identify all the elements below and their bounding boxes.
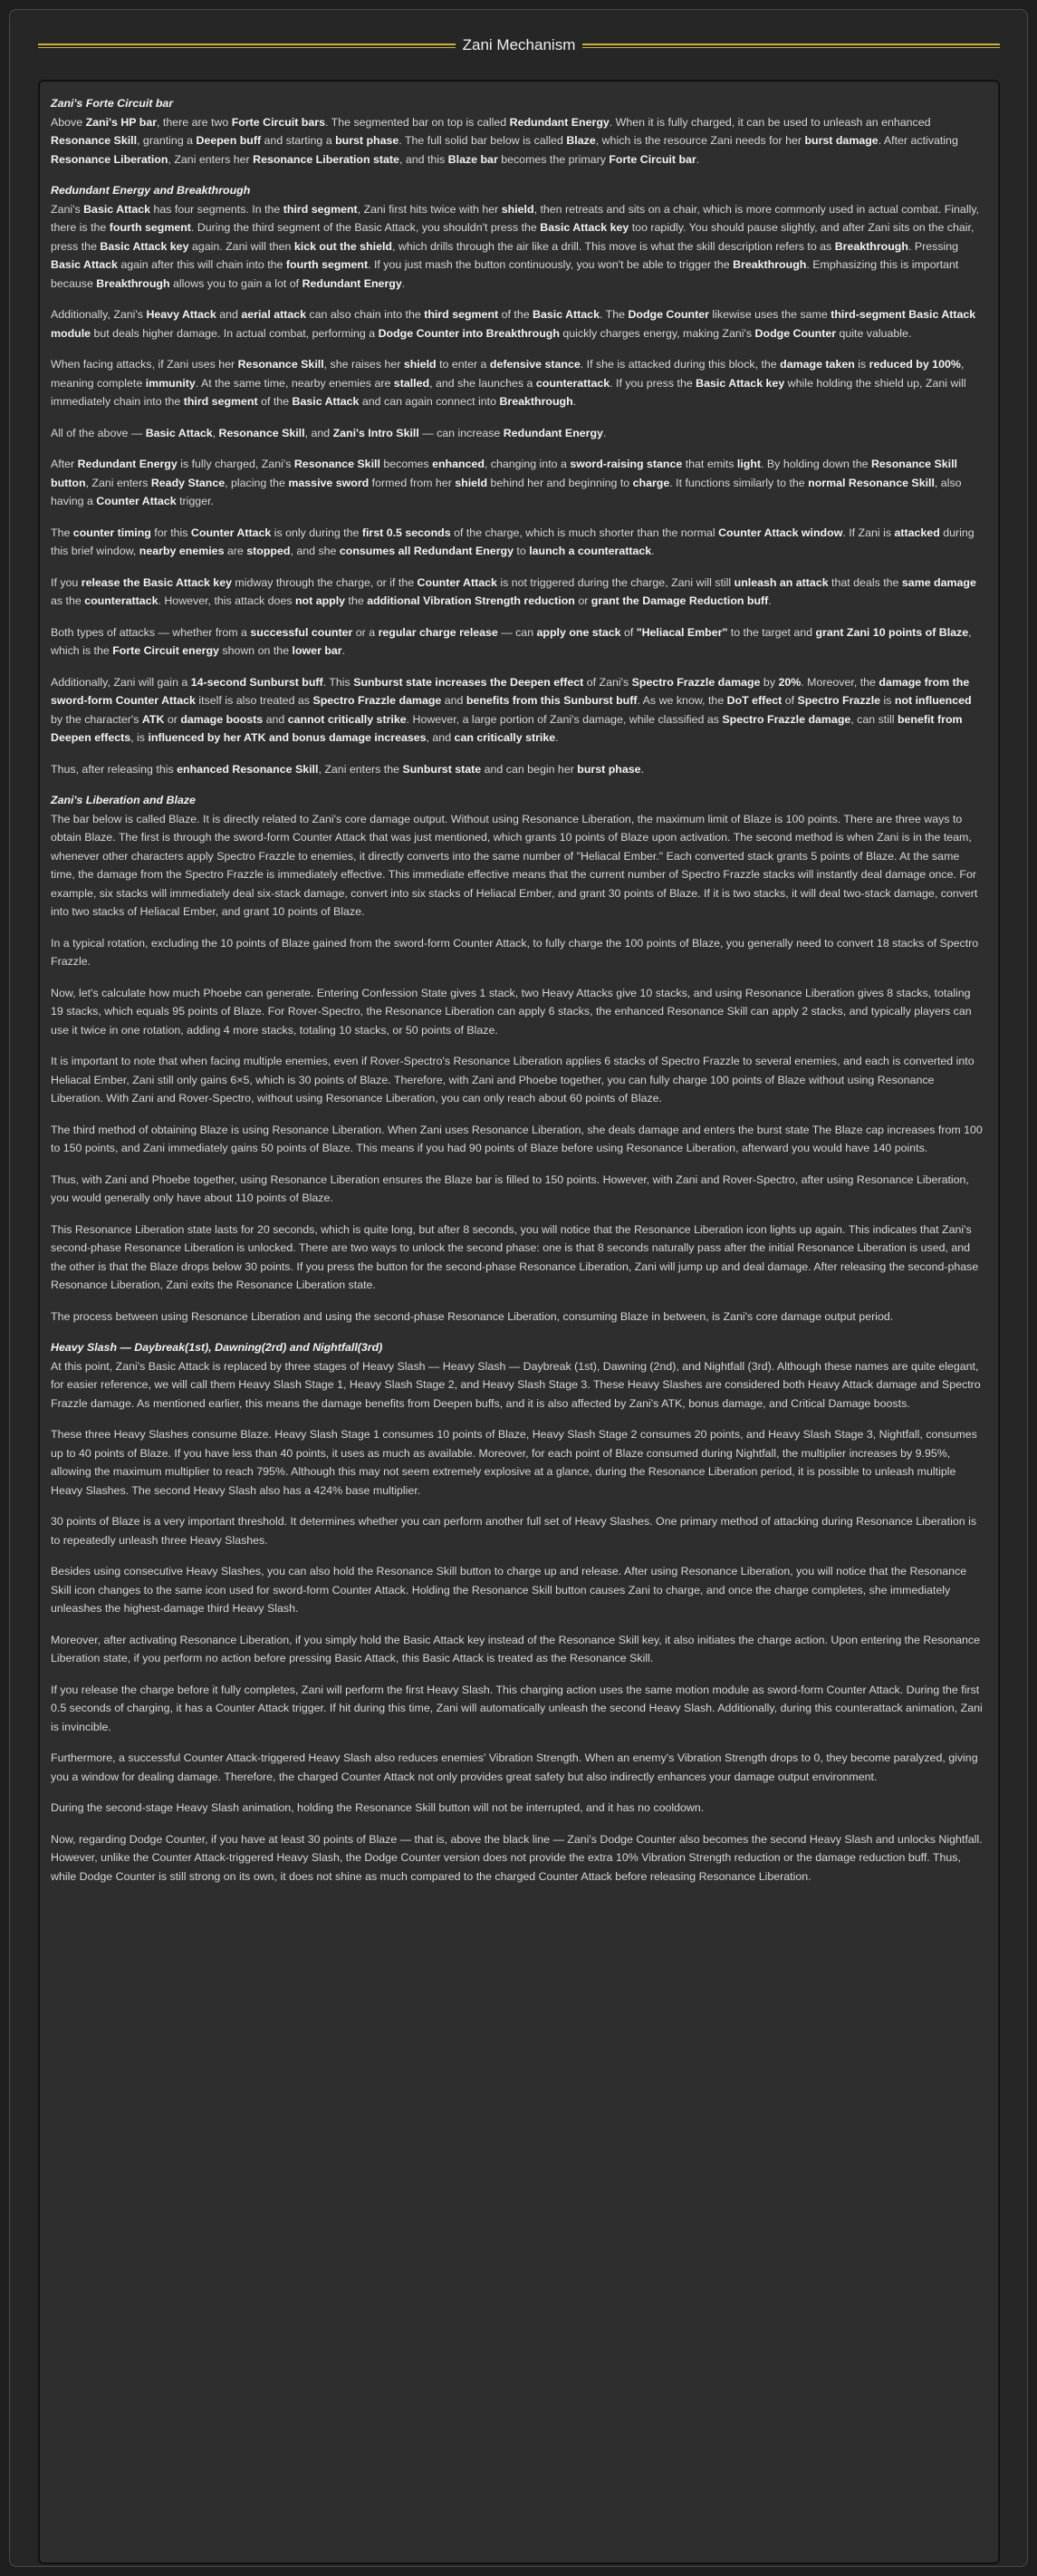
section-paragraph: The bar below is called Blaze. It is directly related to Zani's core damage output. Without using Resonance Liberation, the maximum limit of Blaze is 100 points. There are three ways to obtain Blaze. The first is through the sword-form Counter Attack that was just mentioned, which grants 10 points of Blaze upon activation. The second method is when Zani is in the team, whenever other characters apply Spectro Frazzle to enemies, it directly converts into the same number of "Heliacal Ember." Each converted stack grants 5 points of Blaze. At the same time, the damage from the Spectro Frazzle is immediately effective. This immediate effective means that the current number of Spectro Frazzle stacks will instantly deal damage once. For example, six stacks will immediately deal six-stack damage, convert into six stacks of Heliacal Ember, and grant 30 points of Blaze. If it is two stacks, it will deal two-stack damage, convert into two stacks of Heliacal Ember, and grant 10 points of Blaze. [51,812,978,918]
section-paragraph: Both types of attacks — whether from a successful counter or a regular charge release — can apply one stack of "Heliacal Ember" to the target and grant Zani 10 points of Blaze, which is the Forte Circuit energy shown on the lower bar. [51,625,972,657]
content-panel [38,80,1000,2564]
section-paragraph: All of the above — Basic Attack, Resonance Skill, and Zani's Intro Skill — can increase Redundant Energy. [51,426,607,439]
section-paragraph: When facing attacks, if Zani uses her Resonance Skill, she raises her shield to enter a defensive stance. If she is attacked during this block, the damage taken is reduced by 100%, meaning complete immunity. At the same time, nearby enemies are stalled, and she launches a counterattack. If you press the Basic Attack key while holding the shield up, Zani will immediately chain into the third segment of the Basic Attack and can again connect into Breakthrough. [51,358,966,408]
section-paragraph: The counter timing for this Counter Attack is only during the first 0.5 seconds of the charge, which is much shorter than the normal Counter Attack window. If Zani is attacked during this brief window, nearby enemies are stopped, and she consumes all Redundant Energy to launch a counterattack. [51,526,975,557]
section-paragraph: Above Zani's HP bar, there are two Forte Circuit bars. The segmented bar on top is called Redundant Energy. When it is fully charged, it can be used to unleash an enhanced Resonance Skill, granting a Deepen buff and starting a burst phase. The full solid bar below is called Blaze, which is the resource Zani needs for her burst damage. After activating Resonance Liberation, Zani enters her Resonance Liberation state, and this Blaze bar becomes the primary Forte Circuit bar. [51,115,958,166]
section-paragraph: Now, let's calculate how much Phoebe can generate. Entering Confession State gives 1 stack, two Heavy Attacks give 10 stacks, and using Resonance Liberation gives 8 stacks, totaling 19 stacks, which equals 95 points of Blaze. For Rover-Spectro, the Resonance Liberation can apply 6 stacks, the enhanced Resonance Skill can apply 2 stacks, and typically players can use it twice in one rotation, adding 4 more stacks, totaling 10 stacks, or 50 points of Blaze. [51,986,972,1037]
section-paragraph: It is important to note that when facing multiple enemies, even if Rover-Spectro's Resonance Liberation applies 6 stacks of Spectro Frazzle to several enemies, and each is converted into Heliacal Ember, Zani still only gains 6×5, which is 30 points of Blaze. Therefore, with Zani and Phoebe together, you can fully charge 100 points of Blaze without using Resonance Liberation. With Zani and Rover-Spectro, without using Resonance Liberation, you can only reach about 60 points of Blaze. [51,1055,975,1105]
title-bar [38,34,1000,56]
section-paragraph: After Redundant Energy is fully charged, Zani's Resonance Skill becomes enhanced, changing into a sword-raising stance that emits light. By holding down the Resonance Skill button, Zani enters Ready Stance, placing the massive sword formed from her shield behind her and beginning to charge. It functions similarly to the normal Resonance Skill, also having a Counter Attack trigger. [51,458,962,507]
title-rule-left [38,43,456,48]
title-rule-right [582,43,1000,48]
section-paragraph: At this point, Zani's Basic Attack is replaced by three stages of Heavy Slash — Heavy Slash — Daybreak (1st), Dawning (2nd), and Nightfall (3rd). Although these names are quite elegant, for easier reference, we will call them Heavy Slash Stage 1, Heavy Slash Stage 2, and Heavy Slash Stage 3. These Heavy Slashes are considered both Heavy Attack damage and Spectro Frazzle damage. As mentioned earlier, this means the damage benefits from Deepen buffs, and it is also affected by Zani's ATK, bonus damage, and Critical Damage boosts. [51,1359,981,1410]
section-paragraph: Additionally, Zani will gain a 14-second Sunburst buff. This Sunburst state increases the Deepen effect of Zani's Spectro Frazzle damage by 20%. Moreover, the damage from the sword-form Counter Attack itself is also treated as Spectro Frazzle damage and benefits from this Sunburst buff. As we know, the DoT effect of Spectro Frazzle is not influenced by the character's ATK or damage boosts and cannot critically strike. However, a large portion of Zani's damage, while classified as Spectro Frazzle damage, can still benefit from Deepen effects, is influenced by her ATK and bonus damage increases, and can critically strike. [51,675,972,744]
section-paragraph: Besides using consecutive Heavy Slashes, you can also hold the Resonance Skill button to charge up and release. After using Resonance Liberation, you will notice that the Resonance Skill icon changes to the same icon used for sword-form Counter Attack. Holding the Resonance Skill button causes Zani to charge, and once the charge completes, she immediately unleashes the highest-damage third Heavy Slash. [51,1565,967,1615]
section-paragraph: This Resonance Liberation state lasts for 20 seconds, which is quite long, but after 8 seconds, you will notice that the Resonance Liberation icon lights up again. This indicates that Zani's second-phase Resonance Liberation is unlocked. There are two ways to unlock the second phase: one is that 8 seconds naturally pass after the initial Resonance Liberation is used, and the other is that the Blaze drops below 30 points. If you press the button for the second-phase Resonance Liberation, Zani will jump up and deal damage. After releasing the second-phase Resonance Liberation, Zani exits the Resonance Liberation state. [51,1222,979,1291]
section-heading: Heavy Slash — Daybreak(1st), Dawning(2rd) and Nightfall(3rd) [51,1341,383,1354]
section-paragraph: Zani's Basic Attack has four segments. In the third segment, Zani first hits twice with her shield, then retreats and sits on a chair, which is more commonly used in actual combat. Finally, there is the fourth segment. During the third segment of the Basic Attack, you shouldn't press the Basic Attack key too rapidly. You should pause slightly, and after Zani sits on the chair, press the Basic Attack key again. Zani will then kick out the shield, which drills through the air like a drill. This move is what the skill description refers to as Breakthrough. Pressing Basic Attack again after this will chain into the fourth segment. If you just mash the button continuously, you won't be able to trigger the Breakthrough. Emphasizing this is important because Breakthrough allows you to gain a lot of Redundant Energy. [51,202,980,290]
section-paragraph: Thus, with Zani and Phoebe together, using Resonance Liberation ensures the Blaze bar is filled to 150 points. However, with Zani and Rover-Spectro, after using Resonance Liberation, you would generally only have about 110 points of Blaze. [51,1172,969,1204]
section-paragraph: If you release the charge before it fully completes, Zani will perform the first Heavy Slash. This charging action uses the same motion module as sword-form Counter Attack. During the first 0.5 seconds of charging, it has a Counter Attack trigger. If hit during this time, Zani will automatically unleash the second Heavy Slash. Additionally, during this counterattack animation, Zani is invincible. [51,1683,983,1733]
section-paragraph: Thus, after releasing this enhanced Resonance Skill, Zani enters the Sunburst state and can begin her burst phase. [51,762,644,776]
section-heading: Zani's Forte Circuit bar [51,97,174,110]
section-heading: Zani's Liberation and Blaze [51,794,196,806]
section-paragraph: Furthermore, a successful Counter Attack-triggered Heavy Slash also reduces enemies' Vibration Strength. When an enemy's Vibration Strength drops to 0, they become paralyzed, giving you a window for dealing damage. Therefore, the charged Counter Attack not only provides great safety but also indirectly enhances your damage output environment. [51,1751,978,1783]
section-paragraph: The third method of obtaining Blaze is using Resonance Liberation. When Zani uses Resonance Liberation, she deals damage and enters the burst state The Blaze cap increases from 100 to 150 points, and Zani immediately gains 50 points of Blaze. This means if you had 90 points of Blaze before using Resonance Liberation, afterward you would have 140 points. [51,1123,983,1154]
section-heading: Redundant Energy and Breakthrough [51,184,251,197]
section-paragraph: In a typical rotation, excluding the 10 points of Blaze gained from the sword-form Counter Attack, to fully charge the 100 points of Blaze, you generally need to convert 18 stacks of Spectro Frazzle. [51,936,979,968]
section-paragraph: 30 points of Blaze is a very important threshold. It determines whether you can perform another full set of Heavy Slashes. One primary method of attacking during Resonance Liberation is to repeatedly unleash three Heavy Slashes. [51,1515,977,1547]
section-paragraph: These three Heavy Slashes consume Blaze. Heavy Slash Stage 1 consumes 10 points of Blaze, Heavy Slash Stage 2 consumes 20 points, and Heavy Slash Stage 3, Nightfall, consumes up to 40 points of Blaze. If you have less than 40 points, it uses as much as available. Moreover, for each point of Blaze consumed during Nightfall, the multiplier increases by 9.95%, allowing the maximum multiplier to reach 795%. Although this may not seem extremely explosive at a glance, during the Resonance Liberation period, it is possible to unleash multiple Heavy Slashes. The second Heavy Slash also has a 424% base multiplier. [51,1428,977,1497]
section-paragraph: The process between using Resonance Liberation and using the second-phase Resonance Liberation, consuming Blaze in between, is Zani's core damage output period. [51,1309,894,1323]
page-title: Zani Mechanism [462,36,576,53]
section-paragraph: Now, regarding Dodge Counter, if you have at least 30 points of Blaze — that is, above the black line — Zani's Dodge Counter also becomes the second Heavy Slash and unlocks Nightfall. However, unlike the Counter Attack-triggered Heavy Slash, the Dodge Counter version does not provide the extra 10% Vibration Strength reduction or the damage reduction buff. Thus, while Dodge Counter is still strong on its own, it does not shine as much compared to the charged Counter Attack before releasing Resonance Liberation. [51,1832,983,1883]
section-paragraph: Additionally, Zani's Heavy Attack and aerial attack can also chain into the third segment of the Basic Attack. The Dodge Counter likewise uses the same third-segment Basic Attack module but deals higher damage. In actual combat, performing a Dodge Counter into Breakthrough quickly charges energy, making Zani's Dodge Counter quite valuable. [51,308,976,340]
section-paragraph: Moreover, after activating Resonance Liberation, if you simply hold the Basic Attack key instead of the Resonance Skill key, it also initiates the charge action. Upon entering the Resonance Liberation state, if you perform no action before pressing Basic Attack, this Basic Attack is treated as the Resonance Skill. [51,1633,981,1664]
section-paragraph: If you release the Basic Attack key midway through the charge, or if the Counter Attack is not triggered during the charge, Zani will still unleash an attack that deals the same damage as the counterattack. However, this attack does not apply the additional Vibration Strength reduction or grant the Damage Reduction buff. [51,575,976,607]
section-paragraph: During the second-stage Heavy Slash animation, holding the Resonance Skill button will not be interrupted, and it has no cooldown. [51,1801,705,1814]
